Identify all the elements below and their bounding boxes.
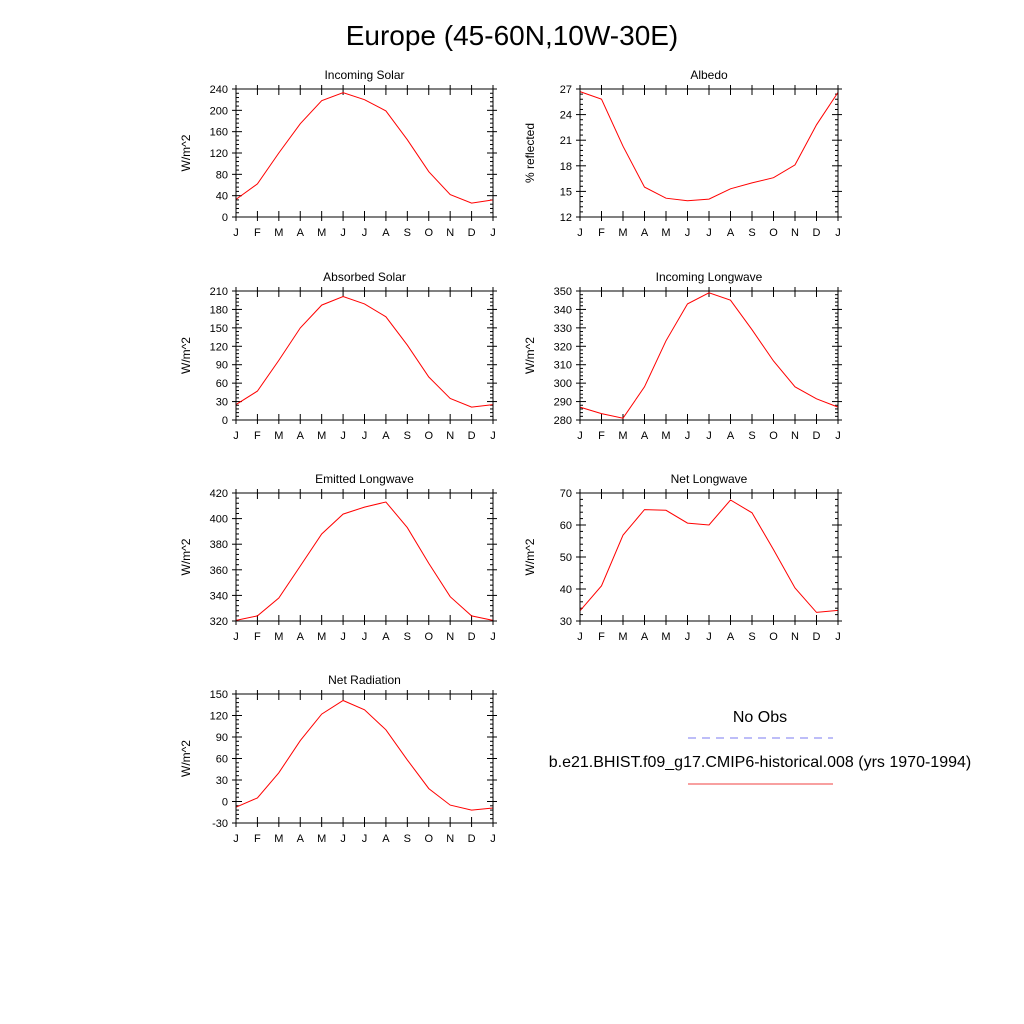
x-tick-label: O	[424, 631, 434, 643]
x-tick-label: N	[791, 631, 799, 643]
x-tick-label: S	[403, 631, 412, 643]
y-tick-label: 180	[209, 304, 228, 317]
x-tick-label: N	[791, 430, 799, 442]
y-tick-label: 30	[559, 616, 572, 628]
x-tick-label: D	[467, 833, 476, 845]
series-line	[580, 293, 838, 418]
x-tick-label: J	[361, 833, 368, 845]
y-tick-label: 60	[215, 378, 228, 391]
x-tick-label: O	[424, 430, 434, 442]
x-tick-label: J	[233, 430, 239, 442]
y-tick-label: 40	[559, 584, 572, 596]
chart-panel	[523, 270, 842, 442]
x-tick-label: D	[812, 631, 821, 643]
y-tick-label: 30	[215, 775, 228, 787]
x-tick-label: A	[640, 227, 649, 239]
x-tick-label: J	[684, 430, 691, 442]
x-tick-label: F	[254, 833, 261, 845]
x-tick-label: M	[274, 430, 284, 442]
x-tick-label: M	[618, 227, 628, 239]
x-tick-label: F	[598, 631, 605, 643]
y-tick-label: 120	[209, 148, 228, 160]
x-tick-label: S	[748, 227, 756, 239]
y-tick-label: 200	[209, 105, 228, 118]
y-tick-label: 30	[215, 396, 228, 409]
y-tick-label: 15	[559, 186, 572, 199]
x-tick-label: D	[467, 227, 476, 239]
x-tick-label: A	[640, 430, 649, 442]
x-tick-label: M	[618, 631, 628, 643]
y-axis-label: W/m^2	[523, 337, 537, 374]
x-tick-label: J	[361, 430, 368, 442]
y-tick-label: 150	[209, 322, 228, 335]
x-tick-label: O	[769, 631, 778, 643]
x-tick-label: M	[317, 430, 327, 442]
y-tick-label: 240	[209, 84, 228, 96]
panel-title: Absorbed Solar	[323, 270, 406, 284]
x-tick-label: M	[618, 430, 628, 442]
y-tick-label: 160	[209, 126, 228, 139]
y-tick-label: 210	[209, 286, 228, 298]
series-line	[580, 500, 838, 612]
x-tick-label: J	[706, 430, 712, 442]
x-tick-label: A	[726, 227, 735, 239]
x-tick-label: J	[835, 430, 841, 442]
x-tick-label: A	[726, 631, 735, 643]
x-tick-label: J	[577, 430, 583, 442]
y-tick-label: 0	[221, 796, 228, 809]
x-tick-label: F	[254, 227, 261, 239]
x-tick-label: O	[769, 227, 778, 239]
x-tick-label: J	[233, 631, 239, 643]
y-tick-label: 24	[559, 109, 572, 122]
y-tick-label: 280	[553, 415, 572, 427]
x-tick-label: O	[769, 430, 778, 442]
x-tick-label: A	[726, 430, 735, 442]
x-tick-label: J	[340, 631, 346, 643]
x-tick-label: J	[490, 631, 496, 643]
x-tick-label: D	[467, 631, 476, 643]
y-axis-label: W/m^2	[179, 538, 193, 576]
y-tick-label: 120	[209, 710, 228, 723]
x-tick-label: J	[835, 631, 841, 643]
x-tick-label: N	[446, 227, 455, 239]
x-tick-label: F	[254, 430, 261, 442]
y-axis-label: % reflected	[523, 122, 537, 184]
x-tick-label: M	[317, 833, 327, 845]
x-tick-label: N	[446, 833, 455, 845]
chart-panel	[179, 68, 497, 239]
x-tick-label: F	[254, 631, 261, 643]
y-tick-label: 90	[215, 732, 228, 744]
x-tick-label: O	[424, 227, 434, 239]
page-title: Europe (45-60N,10W-30E)	[345, 20, 679, 51]
chart-panel	[523, 472, 842, 643]
legend-label: No Obs	[732, 709, 788, 726]
y-tick-label: 60	[215, 753, 228, 766]
y-tick-label: 90	[215, 359, 228, 372]
y-axis-label: W/m^2	[179, 134, 193, 172]
x-tick-label: J	[706, 631, 712, 643]
y-tick-label: -30	[212, 818, 228, 830]
x-tick-label: M	[317, 227, 327, 239]
y-tick-label: 290	[553, 396, 572, 409]
y-tick-label: 300	[553, 378, 572, 391]
x-tick-label: A	[382, 833, 390, 845]
legend	[549, 709, 971, 784]
panel-title: Net Radiation	[328, 673, 401, 687]
panel-title: Incoming Solar	[324, 68, 405, 82]
x-tick-label: A	[296, 833, 304, 845]
chart-panel	[179, 270, 497, 442]
x-tick-label: A	[296, 631, 304, 643]
plot-frame	[580, 493, 838, 621]
y-tick-label: 50	[559, 552, 572, 564]
y-tick-label: 350	[553, 286, 572, 298]
y-tick-label: 320	[209, 616, 228, 628]
x-tick-label: J	[340, 227, 346, 239]
plot-frame	[236, 89, 493, 217]
y-tick-label: 18	[559, 160, 572, 173]
plot-frame	[580, 89, 838, 217]
y-tick-label: 330	[553, 322, 572, 335]
x-tick-label: A	[640, 631, 649, 643]
y-tick-label: 150	[209, 689, 228, 701]
y-axis-label: W/m^2	[179, 337, 193, 374]
y-tick-label: 360	[209, 564, 228, 577]
x-tick-label: A	[382, 631, 390, 643]
y-tick-label: 120	[209, 341, 228, 354]
y-tick-label: 0	[221, 212, 228, 224]
x-tick-label: J	[490, 430, 496, 442]
y-tick-label: 400	[209, 513, 228, 526]
x-tick-label: S	[748, 430, 756, 442]
x-tick-label: J	[340, 833, 346, 845]
x-tick-label: S	[403, 833, 412, 845]
x-tick-label: N	[791, 227, 799, 239]
x-tick-label: F	[598, 227, 605, 239]
x-tick-label: M	[661, 631, 671, 643]
x-tick-label: J	[361, 631, 368, 643]
y-tick-label: 320	[553, 341, 572, 354]
y-tick-label: 27	[559, 84, 572, 96]
x-tick-label: O	[424, 833, 434, 845]
x-tick-label: J	[577, 227, 583, 239]
plot-frame	[236, 694, 493, 823]
panel-title: Incoming Longwave	[655, 270, 763, 284]
y-tick-label: 340	[553, 304, 572, 317]
chart-panel	[179, 673, 497, 845]
y-axis-label: W/m^2	[523, 538, 537, 576]
x-tick-label: N	[446, 631, 455, 643]
x-tick-label: A	[296, 227, 304, 239]
x-tick-label: J	[684, 631, 691, 643]
x-tick-label: J	[490, 227, 496, 239]
x-tick-label: J	[835, 227, 841, 239]
x-tick-label: J	[577, 631, 583, 643]
series-line	[236, 502, 493, 620]
x-tick-label: D	[812, 227, 821, 239]
legend-label: b.e21.BHIST.f09_g17.CMIP6-historical.008 (yrs 1970-1994)	[548, 754, 972, 771]
y-tick-label: 420	[209, 488, 228, 500]
series-line	[580, 92, 838, 201]
x-tick-label: J	[706, 227, 712, 239]
x-tick-label: M	[274, 833, 284, 845]
y-axis-label: W/m^2	[179, 740, 193, 777]
x-tick-label: D	[812, 430, 821, 442]
y-tick-label: 21	[559, 135, 572, 148]
x-tick-label: A	[382, 227, 390, 239]
x-tick-label: S	[403, 430, 412, 442]
x-tick-label: F	[598, 430, 605, 442]
panel-title: Net Longwave	[670, 472, 748, 486]
series-line	[236, 701, 493, 811]
x-tick-label: A	[382, 430, 390, 442]
y-tick-label: 60	[559, 520, 572, 532]
x-tick-label: N	[446, 430, 455, 442]
x-tick-label: M	[661, 430, 671, 442]
x-tick-label: M	[661, 227, 671, 239]
panel-title: Emitted Longwave	[315, 472, 414, 486]
series-line	[236, 93, 493, 203]
x-tick-label: J	[684, 227, 691, 239]
x-tick-label: M	[274, 631, 284, 643]
y-tick-label: 40	[215, 190, 228, 203]
panel-title: Albedo	[690, 68, 728, 82]
x-tick-label: M	[274, 227, 284, 239]
x-tick-label: S	[748, 631, 756, 643]
x-tick-label: A	[296, 430, 304, 442]
series-line	[236, 297, 493, 408]
chart-panel	[179, 472, 497, 643]
x-tick-label: S	[403, 227, 412, 239]
x-tick-label: J	[361, 227, 368, 239]
x-tick-label: J	[340, 430, 346, 442]
x-tick-label: J	[233, 227, 239, 239]
y-tick-label: 310	[553, 359, 572, 372]
plot-frame	[580, 291, 838, 420]
y-tick-label: 380	[209, 539, 228, 552]
y-tick-label: 70	[559, 488, 572, 500]
chart-panel	[523, 68, 842, 239]
y-tick-label: 80	[215, 169, 228, 182]
y-tick-label: 12	[559, 212, 572, 224]
y-tick-label: 0	[221, 415, 228, 427]
x-tick-label: J	[233, 833, 239, 845]
x-tick-label: D	[467, 430, 476, 442]
x-tick-label: M	[317, 631, 327, 643]
y-tick-label: 340	[209, 590, 228, 603]
x-tick-label: J	[490, 833, 496, 845]
